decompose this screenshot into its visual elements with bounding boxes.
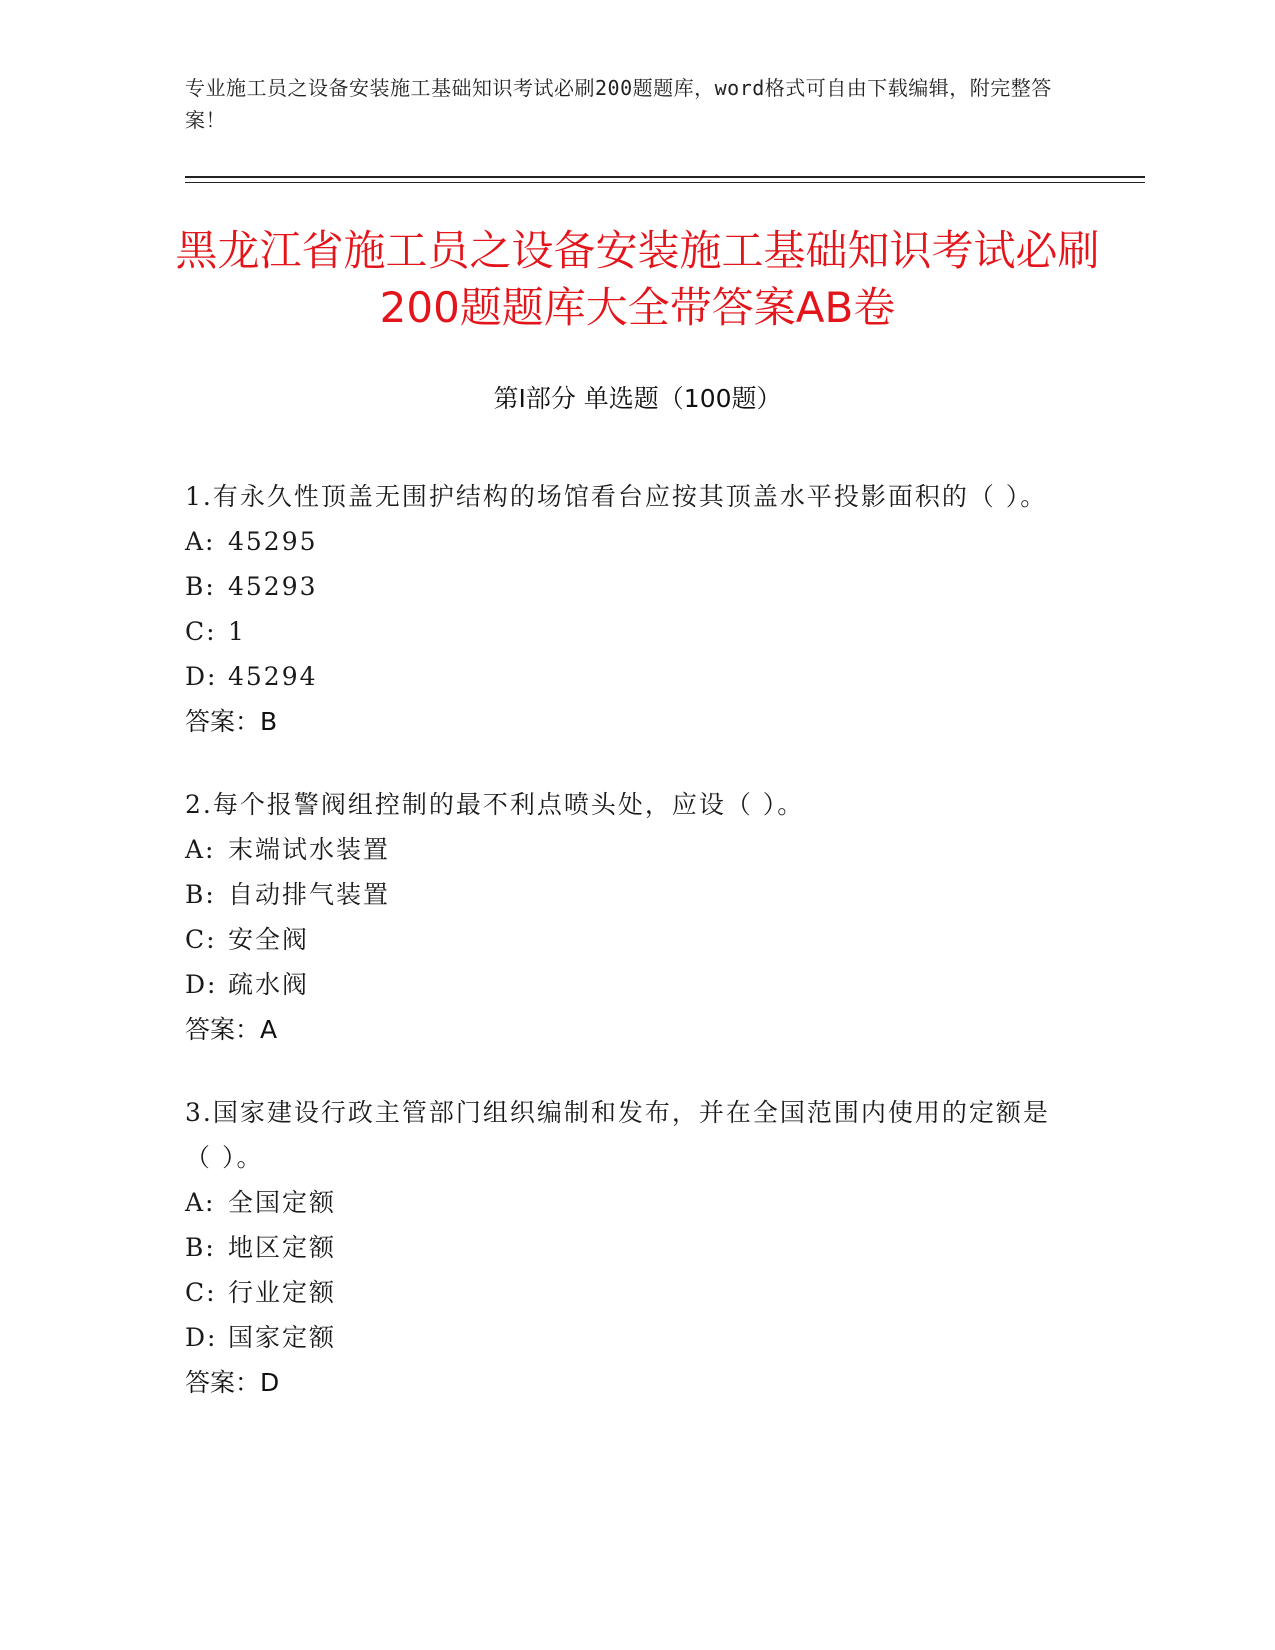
option-letter: B: [185, 880, 216, 909]
option-text: 45295 [228, 527, 318, 556]
option-d [185, 654, 1065, 699]
question-list [185, 474, 1065, 1443]
option-c [185, 917, 1065, 962]
option-letter: D: [185, 662, 218, 691]
option-text: 末端试水装置 [228, 835, 391, 864]
option-letter: C: [185, 1278, 217, 1307]
option-b [185, 564, 1065, 609]
option-text: 疏水阀 [228, 970, 310, 999]
option-a [185, 827, 1065, 872]
option-text: 1 [228, 617, 246, 646]
option-letter: D: [185, 970, 218, 999]
question-stem: 3.国家建设行政主管部门组织编制和发布，并在全国范围内使用的定额是（ ）。 [185, 1098, 1050, 1172]
option-text: 45293 [228, 572, 318, 601]
header-rule-thin [185, 182, 1145, 183]
answer-line: 答案：D [185, 1368, 280, 1397]
option-letter: A: [185, 527, 216, 556]
option-text: 全国定额 [228, 1188, 337, 1217]
option-c [185, 609, 1065, 654]
question-stem: 2.每个报警阀组控制的最不利点喷头处，应设（ ）。 [185, 790, 805, 819]
option-c [185, 1270, 1065, 1315]
option-letter: A: [185, 1188, 216, 1217]
header-rule-thick [185, 176, 1145, 178]
option-letter: C: [185, 617, 217, 646]
option-d [185, 1315, 1065, 1360]
option-b [185, 1225, 1065, 1270]
header-note: 专业施工员之设备安装施工基础知识考试必刷200题题库，word格式可自由下载编辑，附完整答案！ [185, 76, 1052, 132]
question-2 [185, 782, 1065, 1052]
option-b [185, 872, 1065, 917]
option-a [185, 519, 1065, 564]
option-text: 45294 [228, 662, 318, 691]
option-text: 安全阀 [228, 925, 310, 954]
option-text: 行业定额 [228, 1278, 337, 1307]
option-letter: B: [185, 1233, 216, 1262]
question-1 [185, 474, 1065, 744]
option-text: 地区定额 [228, 1233, 337, 1262]
question-3 [185, 1090, 1065, 1405]
answer-line: 答案：B [185, 707, 278, 736]
document-title: 黑龙江省施工员之设备安装施工基础知识考试必刷200题题库大全带答案AB卷 [175, 226, 1100, 332]
option-letter: D: [185, 1323, 218, 1352]
option-d [185, 962, 1065, 1007]
option-text: 自动排气装置 [228, 880, 391, 909]
option-text: 国家定额 [228, 1323, 337, 1352]
option-letter: A: [185, 835, 216, 864]
option-a [185, 1180, 1065, 1225]
section-heading: 第Ⅰ部分 单选题（100题） [493, 384, 782, 413]
option-letter: B: [185, 572, 216, 601]
question-stem: 1.有永久性顶盖无围护结构的场馆看台应按其顶盖水平投影面积的（ ）。 [185, 482, 1048, 511]
option-letter: C: [185, 925, 217, 954]
answer-line: 答案：A [185, 1015, 278, 1044]
